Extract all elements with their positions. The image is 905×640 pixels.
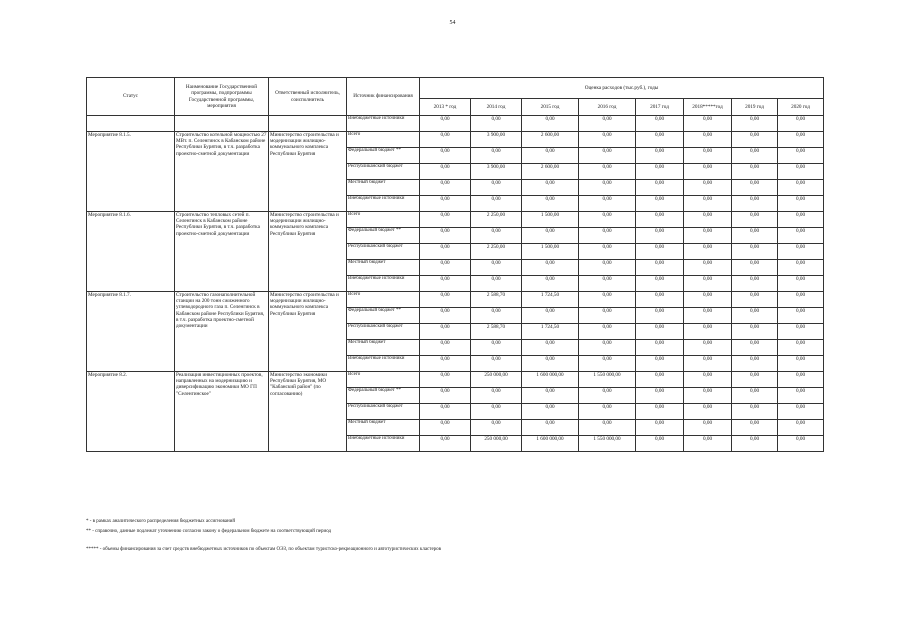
value-cell: 0,00 — [471, 340, 522, 356]
value-cell: 0,00 — [732, 324, 778, 340]
value-cell: 0,00 — [636, 292, 684, 308]
footnote: * - в рамках аналитического распределения бюджетных ассигнований — [86, 519, 235, 524]
value-cell: 0,00 — [684, 212, 732, 228]
value-cell: 0,00 — [684, 404, 732, 420]
value-cell: 0,00 — [778, 388, 824, 404]
value-cell: 0,00 — [778, 308, 824, 324]
source-cell: Федеральный бюджет ** — [347, 148, 420, 164]
value-cell: 0,00 — [636, 276, 684, 292]
value-cell: 0,00 — [684, 228, 732, 244]
name-cell: Строительство газонаполнительной станции на 200 тонн сжиженного углеводородного газа п. Селенгинск в Кабанском районе Республики Бурятия, в т.ч. разработка проектно-сметной документации — [175, 292, 269, 372]
value-cell: 0,00 — [522, 228, 579, 244]
value-cell: 0,00 — [778, 276, 824, 292]
value-cell: 0,00 — [732, 356, 778, 372]
value-cell: 0,00 — [471, 356, 522, 372]
value-cell: 0,00 — [471, 260, 522, 276]
value-cell: 0,00 — [636, 244, 684, 260]
value-cell: 0,00 — [471, 180, 522, 196]
value-cell: 0,00 — [420, 164, 471, 180]
value-cell: 0,00 — [420, 244, 471, 260]
value-cell: 0,00 — [732, 164, 778, 180]
value-cell: 1 724,50 — [522, 292, 579, 308]
source-cell: Всего — [347, 212, 420, 228]
value-cell: 0,00 — [522, 180, 579, 196]
value-cell: 0,00 — [471, 228, 522, 244]
value-cell: 0,00 — [522, 404, 579, 420]
status-cell: Мероприятие 8.1.5. — [87, 132, 175, 212]
status-cell: Мероприятие 8.1.6. — [87, 212, 175, 292]
footnotes — [86, 518, 826, 556]
value-cell: 0,00 — [636, 212, 684, 228]
value-cell: 0,00 — [579, 132, 636, 148]
value-cell: 0,00 — [420, 116, 471, 132]
value-cell: 0,00 — [732, 260, 778, 276]
value-cell: 0,00 — [684, 260, 732, 276]
header-year: 2020 год — [778, 99, 824, 116]
value-cell: 0,00 — [778, 212, 824, 228]
value-cell: 0,00 — [471, 404, 522, 420]
value-cell: 0,00 — [522, 196, 579, 212]
value-cell: 0,00 — [522, 276, 579, 292]
value-cell: 0,00 — [522, 148, 579, 164]
table-row — [87, 372, 824, 388]
header-year: 2018*****год — [684, 99, 732, 116]
value-cell: 250 000,00 — [471, 372, 522, 388]
value-cell: 0,00 — [732, 228, 778, 244]
value-cell: 2 588,70 — [471, 324, 522, 340]
header-executor: Ответственный исполнитель, соисполнитель — [269, 78, 347, 116]
value-cell: 0,00 — [684, 132, 732, 148]
value-cell: 0,00 — [684, 324, 732, 340]
table-body — [87, 116, 824, 452]
header-source: Источник финансирования — [347, 78, 420, 116]
source-cell: Всего — [347, 372, 420, 388]
value-cell: 0,00 — [732, 132, 778, 148]
value-cell: 0,00 — [579, 292, 636, 308]
value-cell: 0,00 — [636, 372, 684, 388]
value-cell: 0,00 — [471, 116, 522, 132]
value-cell: 0,00 — [420, 228, 471, 244]
value-cell: 0,00 — [579, 212, 636, 228]
footnote: ** - справочно, данные подлежат уточнению согласно закону о федеральном бюджете на соответствующий период — [86, 529, 332, 534]
value-cell: 0,00 — [778, 244, 824, 260]
value-cell: 0,00 — [636, 164, 684, 180]
source-cell: Местный бюджет — [347, 260, 420, 276]
value-cell: 0,00 — [636, 228, 684, 244]
source-cell: Местный бюджет — [347, 420, 420, 436]
value-cell: 0,00 — [636, 340, 684, 356]
value-cell: 0,00 — [684, 244, 732, 260]
value-cell: 2 250,00 — [471, 244, 522, 260]
value-cell: 1 500,00 — [522, 244, 579, 260]
value-cell: 0,00 — [778, 180, 824, 196]
header-name: Наименование Государственной программы, подпрограммы Государственной программы, мероприятия — [175, 78, 269, 116]
value-cell: 0,00 — [636, 356, 684, 372]
table-row — [87, 292, 824, 308]
value-cell: 0,00 — [579, 420, 636, 436]
value-cell: 0,00 — [471, 148, 522, 164]
value-cell: 0,00 — [471, 196, 522, 212]
value-cell: 0,00 — [684, 180, 732, 196]
value-cell: 0,00 — [778, 372, 824, 388]
value-cell: 0,00 — [471, 388, 522, 404]
value-cell: 0,00 — [579, 324, 636, 340]
value-cell: 0,00 — [579, 164, 636, 180]
header-year: 2013 * год — [420, 99, 471, 116]
value-cell: 0,00 — [579, 244, 636, 260]
value-cell: 0,00 — [420, 340, 471, 356]
value-cell: 0,00 — [522, 388, 579, 404]
name-cell — [175, 116, 269, 132]
executor-cell: Министерство строительства и модернизации жилищно-коммунального комплекса Республики Бурятия — [269, 292, 347, 372]
value-cell: 0,00 — [579, 148, 636, 164]
value-cell: 0,00 — [684, 372, 732, 388]
value-cell: 0,00 — [636, 116, 684, 132]
value-cell: 0,00 — [471, 308, 522, 324]
source-cell: Республиканский бюджет — [347, 244, 420, 260]
header-year: 2016 год — [579, 99, 636, 116]
executor-cell: Министерство строительства и модернизации жилищно-коммунального комплекса Республики Бурятия — [269, 132, 347, 212]
value-cell: 0,00 — [732, 180, 778, 196]
value-cell: 0,00 — [732, 388, 778, 404]
value-cell: 0,00 — [636, 388, 684, 404]
value-cell: 0,00 — [778, 164, 824, 180]
table-row — [87, 132, 824, 148]
value-cell: 0,00 — [522, 308, 579, 324]
table-row — [87, 116, 824, 132]
value-cell: 0,00 — [732, 420, 778, 436]
header-year: 2014 год — [471, 99, 522, 116]
value-cell: 0,00 — [778, 420, 824, 436]
value-cell: 0,00 — [636, 436, 684, 452]
header-estimate: Оценка расходов (тыс.руб.), годы — [420, 78, 824, 99]
value-cell: 0,00 — [636, 180, 684, 196]
value-cell: 0,00 — [636, 324, 684, 340]
value-cell: 0,00 — [778, 132, 824, 148]
value-cell: 0,00 — [684, 196, 732, 212]
name-cell: Реализация инвестиционных проектов, направленных на модернизацию и диверсификацию экономики МО ГП "Селенгинское" — [175, 372, 269, 452]
value-cell: 1 550 000,00 — [579, 372, 636, 388]
value-cell: 0,00 — [732, 276, 778, 292]
value-cell: 0,00 — [684, 148, 732, 164]
value-cell: 0,00 — [778, 116, 824, 132]
value-cell: 0,00 — [684, 436, 732, 452]
value-cell: 0,00 — [732, 116, 778, 132]
value-cell: 0,00 — [732, 292, 778, 308]
value-cell: 0,00 — [732, 340, 778, 356]
value-cell: 0,00 — [579, 388, 636, 404]
value-cell: 0,00 — [420, 420, 471, 436]
header-year: 2017 год — [636, 99, 684, 116]
status-cell: Мероприятие 8.1.7. — [87, 292, 175, 372]
value-cell: 0,00 — [579, 308, 636, 324]
value-cell: 2 600,00 — [522, 132, 579, 148]
source-cell: Республиканский бюджет — [347, 324, 420, 340]
value-cell: 2 588,70 — [471, 292, 522, 308]
source-cell: Внебюджетные источники — [347, 116, 420, 132]
value-cell: 0,00 — [420, 324, 471, 340]
value-cell: 0,00 — [579, 116, 636, 132]
value-cell: 0,00 — [579, 276, 636, 292]
value-cell: 0,00 — [522, 420, 579, 436]
page-number: 54 — [449, 20, 456, 26]
source-cell: Внебюджетные источники — [347, 276, 420, 292]
value-cell: 0,00 — [778, 148, 824, 164]
footnote: ***** - объемы финансирования за счет средств внебюджетных источников по объектам ОЭЗ, по объектам туристско-рекреационного и автотуристических кластеров — [86, 547, 442, 552]
value-cell: 0,00 — [420, 436, 471, 452]
value-cell: 0,00 — [636, 420, 684, 436]
value-cell: 0,00 — [420, 404, 471, 420]
value-cell: 0,00 — [420, 132, 471, 148]
value-cell: 0,00 — [684, 292, 732, 308]
value-cell: 0,00 — [420, 372, 471, 388]
value-cell: 0,00 — [579, 196, 636, 212]
value-cell: 0,00 — [420, 196, 471, 212]
value-cell: 0,00 — [778, 436, 824, 452]
value-cell: 0,00 — [420, 260, 471, 276]
value-cell: 0,00 — [732, 436, 778, 452]
value-cell: 0,00 — [684, 116, 732, 132]
source-cell: Местный бюджет — [347, 180, 420, 196]
value-cell: 1 500,00 — [522, 212, 579, 228]
value-cell: 0,00 — [684, 356, 732, 372]
value-cell: 0,00 — [732, 404, 778, 420]
source-cell: Федеральный бюджет ** — [347, 228, 420, 244]
value-cell: 0,00 — [732, 196, 778, 212]
value-cell: 0,00 — [471, 276, 522, 292]
value-cell: 0,00 — [636, 308, 684, 324]
executor-cell: Министерство строительства и модернизации жилищно-коммунального комплекса Республики Бурятия — [269, 212, 347, 292]
value-cell: 0,00 — [684, 308, 732, 324]
value-cell: 0,00 — [732, 372, 778, 388]
value-cell: 0,00 — [420, 292, 471, 308]
value-cell: 0,00 — [579, 404, 636, 420]
value-cell: 0,00 — [778, 260, 824, 276]
value-cell: 0,00 — [778, 404, 824, 420]
name-cell: Строительство котельной мощностью 27 МВт. п. Селенгинск в Кабанском районе Республики Бурятия, в т.ч. разработка проектно-сметной документации — [175, 132, 269, 212]
value-cell: 0,00 — [522, 340, 579, 356]
value-cell: 0,00 — [420, 276, 471, 292]
value-cell: 0,00 — [732, 212, 778, 228]
source-cell: Всего — [347, 132, 420, 148]
value-cell: 0,00 — [522, 356, 579, 372]
value-cell: 250 000,00 — [471, 436, 522, 452]
value-cell: 1 600 000,00 — [522, 436, 579, 452]
value-cell: 0,00 — [778, 340, 824, 356]
table-row — [87, 212, 824, 228]
value-cell: 2 250,00 — [471, 212, 522, 228]
value-cell: 1 600 000,00 — [522, 372, 579, 388]
value-cell: 0,00 — [522, 260, 579, 276]
source-cell: Внебюджетные источники — [347, 196, 420, 212]
table-header — [87, 78, 824, 116]
value-cell: 0,00 — [636, 196, 684, 212]
value-cell: 0,00 — [778, 228, 824, 244]
value-cell: 0,00 — [684, 388, 732, 404]
value-cell: 0,00 — [579, 228, 636, 244]
value-cell: 0,00 — [684, 340, 732, 356]
value-cell: 1 550 000,00 — [579, 436, 636, 452]
value-cell: 0,00 — [636, 404, 684, 420]
value-cell: 0,00 — [636, 132, 684, 148]
value-cell: 1 724,50 — [522, 324, 579, 340]
value-cell: 0,00 — [579, 356, 636, 372]
header-year: 2019 год — [732, 99, 778, 116]
value-cell: 0,00 — [778, 324, 824, 340]
value-cell: 0,00 — [778, 292, 824, 308]
source-cell: Внебюджетные источники — [347, 436, 420, 452]
value-cell: 3 900,00 — [471, 164, 522, 180]
value-cell: 0,00 — [732, 148, 778, 164]
value-cell: 0,00 — [420, 212, 471, 228]
value-cell: 0,00 — [579, 260, 636, 276]
value-cell: 0,00 — [778, 196, 824, 212]
value-cell: 0,00 — [522, 116, 579, 132]
value-cell: 0,00 — [471, 420, 522, 436]
status-cell: Мероприятие 8.2. — [87, 372, 175, 452]
value-cell: 0,00 — [732, 308, 778, 324]
value-cell: 0,00 — [732, 244, 778, 260]
value-cell: 0,00 — [684, 420, 732, 436]
value-cell: 0,00 — [420, 308, 471, 324]
value-cell: 0,00 — [420, 356, 471, 372]
value-cell: 0,00 — [636, 260, 684, 276]
source-cell: Внебюджетные источники — [347, 356, 420, 372]
source-cell: Республиканский бюджет — [347, 404, 420, 420]
source-cell: Федеральный бюджет ** — [347, 308, 420, 324]
value-cell: 0,00 — [684, 276, 732, 292]
executor-cell — [269, 116, 347, 132]
source-cell: Федеральный бюджет ** — [347, 388, 420, 404]
value-cell: 0,00 — [579, 180, 636, 196]
value-cell: 3 900,00 — [471, 132, 522, 148]
expenditure-table — [86, 77, 824, 452]
value-cell: 0,00 — [420, 388, 471, 404]
header-status: Статус — [87, 78, 175, 116]
executor-cell: Министерство экономики Республики Бурятия, МО "Кабанский район" (по согласованию) — [269, 372, 347, 452]
value-cell: 0,00 — [778, 356, 824, 372]
source-cell: Республиканский бюджет — [347, 164, 420, 180]
source-cell: Всего — [347, 292, 420, 308]
value-cell: 0,00 — [420, 148, 471, 164]
value-cell: 2 600,00 — [522, 164, 579, 180]
source-cell: Местный бюджет — [347, 340, 420, 356]
header-year: 2015 год — [522, 99, 579, 116]
value-cell: 0,00 — [636, 148, 684, 164]
value-cell: 0,00 — [684, 164, 732, 180]
value-cell: 0,00 — [579, 340, 636, 356]
status-cell — [87, 116, 175, 132]
name-cell: Строительство тепловых сетей п. Селенгинск в Кабанском районе Республики Бурятия, в т.ч. разработка проектно-сметной документации — [175, 212, 269, 292]
value-cell: 0,00 — [420, 180, 471, 196]
